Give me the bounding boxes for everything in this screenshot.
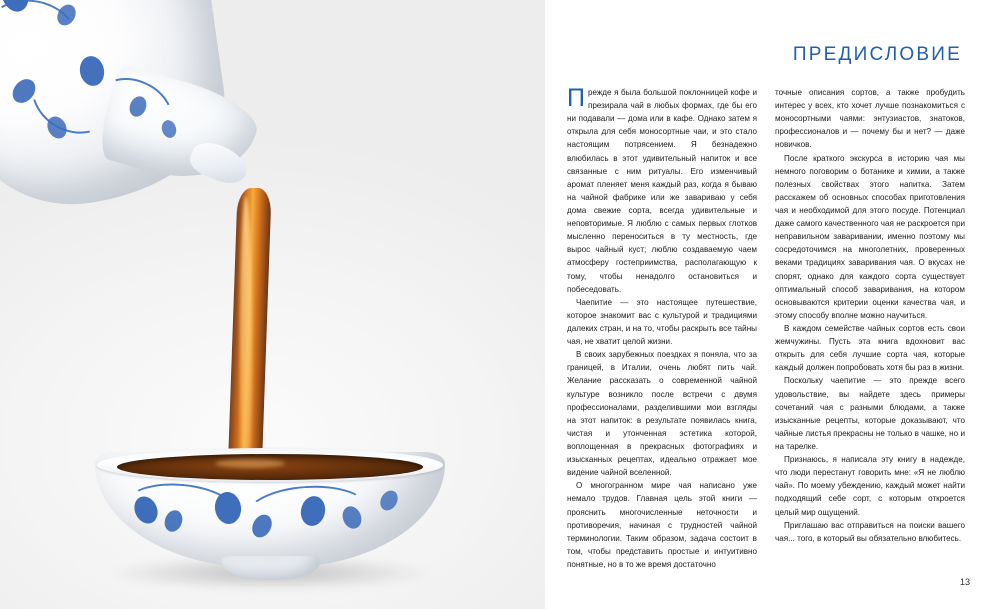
dropcap: П bbox=[567, 84, 585, 112]
bowl-foot bbox=[221, 556, 321, 580]
paragraph: Поскольку чаепитие — это прежде всего удовольствие, вы найдете здесь примеры сочетаний чая с разными блюдами, а также изысканные рецепты, которые доказывают, что чайные листья прекрасны не только в чашке, но и на тарелке. bbox=[775, 376, 965, 451]
text-column-right bbox=[775, 86, 965, 571]
paragraph: В каждом семействе чайных сортов есть свои жемчужины. Пусть эта книга вдохновит вас открыть для себя лучшие сорта чая, которые каждый должен попробовать хотя бы раз в жизни. bbox=[775, 323, 965, 373]
paragraph: точные описания сортов, а также пробудить интерес у всех, кто хочет лучше познакомиться с моносортными чаями: энтузиастов, знатоков, профессионалов и — почему бы и нет? — даже новичков. bbox=[775, 88, 965, 150]
text-page bbox=[545, 0, 1000, 609]
page-number: 13 bbox=[959, 577, 970, 587]
paragraph-text: режде я была большой поклонницей кофе и презирала чай в любых формах, где бы его ни подавали — дома или в кафе. Однако затем я открыла для себя моносортные чаи, и это стало настоящим потрясением. Я безнадежно влюбилась в этот удивительный напиток и все связанные с ним ритуалы. Его изменчивый аромат пленяет меня каждый раз, когда я бываю на чайной фабрике или же завариваю у себя дома свежие сорта, всегда удивительные и неповторимые. Я люблю с самых первых глотков мысленно переноситься в ту местность, где вырос чайный куст; люблю создаваемую чаем атмосферу гостеприимства, располагающую к тому, чтобы ненадолго остановиться и побеседовать. bbox=[567, 88, 757, 294]
paragraph: Признаюсь, я написала эту книгу в надежде, что люди перестанут говорить мне: «Я не люблю чай». По моему убеждению, каждый может найти подходящий себе сорт, с которым откроется целый мир ощущений. bbox=[775, 455, 965, 517]
text-column-left bbox=[567, 86, 757, 571]
teapot bbox=[0, 0, 254, 235]
bowl-tea-highlight bbox=[215, 459, 285, 468]
text-columns bbox=[567, 86, 965, 571]
paragraph: В своих зарубежных поездках я поняла, что за границей, в Италии, очень любят пить чай. Желание рассказать о современной чайной культуре возникло после встречи с двумя профессионалами, разделившими мои взгляды на этот напиток: в результате появилась книга, чистая и утонченная эстетика которой, воплощенная в прекрасных фотографиях и изысканных рецептах, идеально отражает мое видение чайной вселенной. bbox=[567, 350, 757, 478]
paragraph bbox=[567, 86, 757, 296]
paragraph: Приглашаю вас отправиться на поиски вашего чая... того, в который вы обязательно влюбитесь. bbox=[775, 520, 965, 543]
paragraph: О многогранном мире чая написано уже немало трудов. Главная цель этой книги — прояснить многочисленные неточности и противоречия, начиная с трудностей чайной терминологии. Таким образом, задача состоит в том, чтобы представить простые и интуитивно понятные, но в то же время достаточно bbox=[567, 481, 757, 569]
tea-bowl bbox=[95, 452, 445, 580]
paragraph: Чаепитие — это настоящее путешествие, которое знакомит вас с культурой и традициями далеких стран, и на то, чтобы раскрыть все тайны чая, не хватит целой жизни. bbox=[567, 297, 757, 347]
paragraph: После краткого экскурса в историю чая мы немного поговорим о ботанике и химии, а также полезных свойствах этого напитка. Затем расскажем об основных способах приготовления чая и необходимой для этого посуде. Потенциал даже самого качественного чая не раскроется при неправильном заваривании, именно поэтому мы сосредоточимся на многолетних, проверенных веками традициях заваривания чая. О вкусах не спорят, однако для каждого сорта существует оптимальный способ заваривания, на котором основываются критерии оценки качества чая, и этому способу вполне можно научиться. bbox=[775, 153, 965, 320]
chapter-title: ПРЕДИСЛОВИЕ bbox=[792, 44, 962, 65]
